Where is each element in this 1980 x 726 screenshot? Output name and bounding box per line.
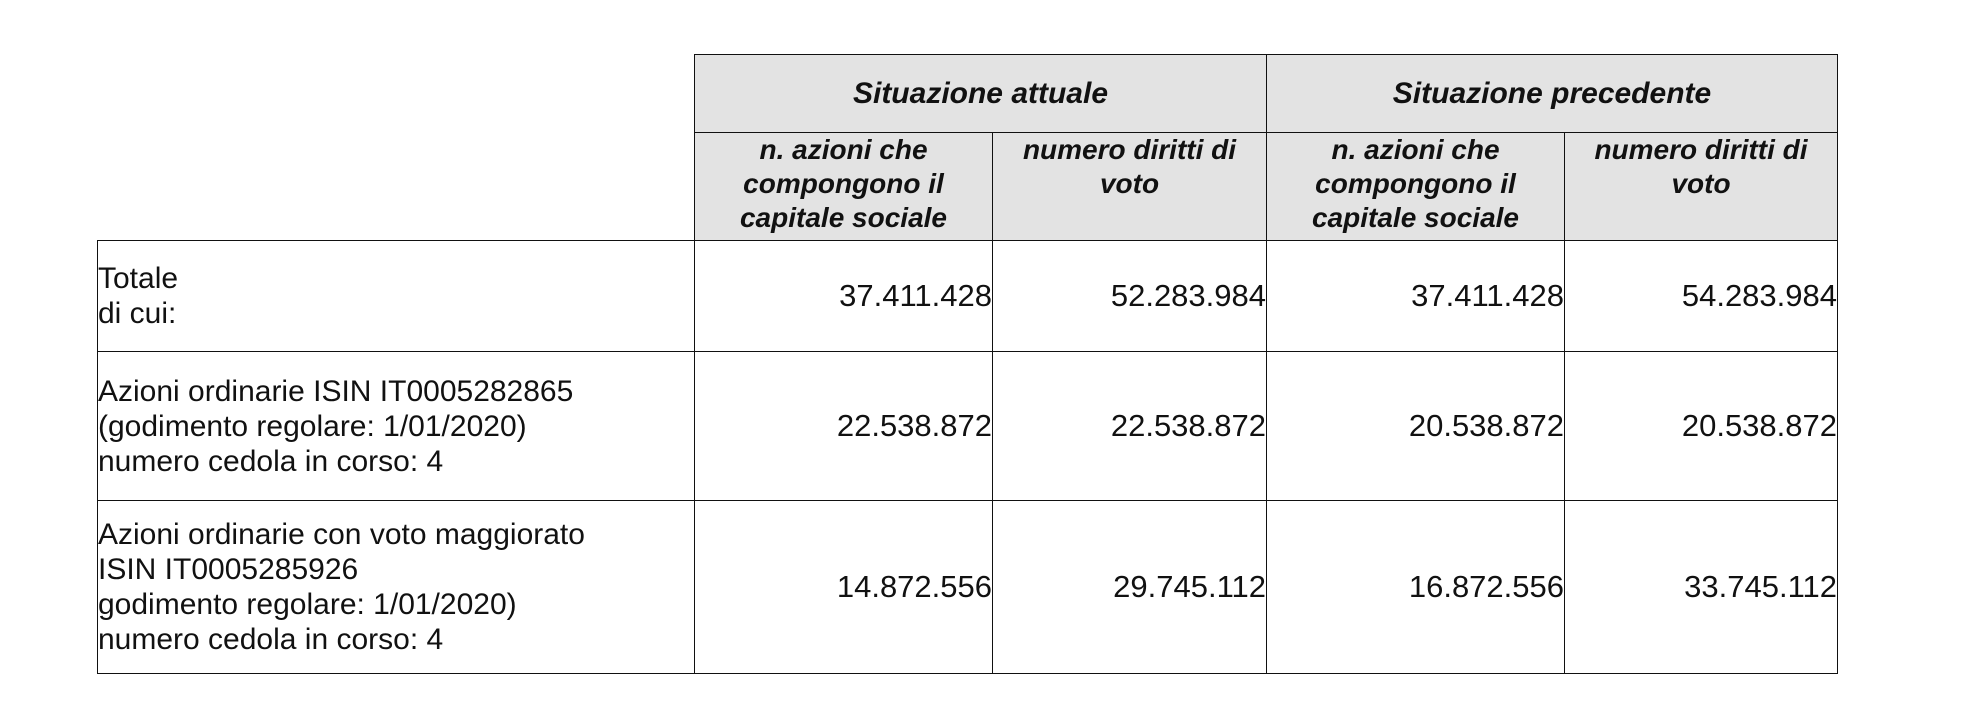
current-votes-header: numero diritti di voto xyxy=(993,133,1267,241)
current-votes-value: 29.745.112 xyxy=(993,501,1267,674)
empty-corner-cell xyxy=(98,133,695,241)
current-votes-value: 52.283.984 xyxy=(993,241,1267,352)
current-shares-header: n. azioni che compongono il capitale sociale xyxy=(695,133,993,241)
row-label xyxy=(98,352,695,501)
previous-votes-value: 54.283.984 xyxy=(1565,241,1838,352)
label-line: numero cedola in corso: 4 xyxy=(98,623,444,656)
label-line: numero cedola in corso: 4 xyxy=(98,444,444,478)
previous-shares-value: 37.411.428 xyxy=(1267,241,1565,352)
label-line: godimento regolare: 1/01/2020) xyxy=(98,588,517,621)
table-row-ordinary-shares xyxy=(98,352,1838,501)
label-line: Azioni ordinarie con voto maggiorato xyxy=(98,518,585,551)
table-row-total xyxy=(98,241,1838,352)
current-shares-value: 14.872.556 xyxy=(695,501,993,674)
label-line: (godimento regolare: 1/01/2020) xyxy=(98,409,527,443)
previous-situation-header: Situazione precedente xyxy=(1267,55,1838,133)
previous-votes-value: 20.538.872 xyxy=(1565,352,1838,501)
row-label xyxy=(98,501,695,674)
current-shares-value: 22.538.872 xyxy=(695,352,993,501)
previous-shares-value: 16.872.556 xyxy=(1267,501,1565,674)
row-label xyxy=(98,241,695,352)
label-line: Totale xyxy=(98,262,179,295)
current-situation-header: Situazione attuale xyxy=(695,55,1267,133)
current-shares-value: 37.411.428 xyxy=(695,241,993,352)
label-line: di cui: xyxy=(98,297,177,330)
label-line: ISIN IT0005285926 xyxy=(98,553,359,586)
column-header-row xyxy=(98,133,1838,241)
table-row-loyalty-shares xyxy=(98,501,1838,674)
previous-shares-value: 20.538.872 xyxy=(1267,352,1565,501)
share-capital-table xyxy=(97,54,1838,674)
previous-shares-header: n. azioni che compongono il capitale sociale xyxy=(1267,133,1565,241)
label-line: Azioni ordinarie ISIN IT0005282865 xyxy=(98,374,574,408)
group-header-row xyxy=(98,55,1838,133)
previous-votes-value: 33.745.112 xyxy=(1565,501,1838,674)
empty-corner-cell xyxy=(98,55,695,133)
previous-votes-header: numero diritti di voto xyxy=(1565,133,1838,241)
current-votes-value: 22.538.872 xyxy=(993,352,1267,501)
